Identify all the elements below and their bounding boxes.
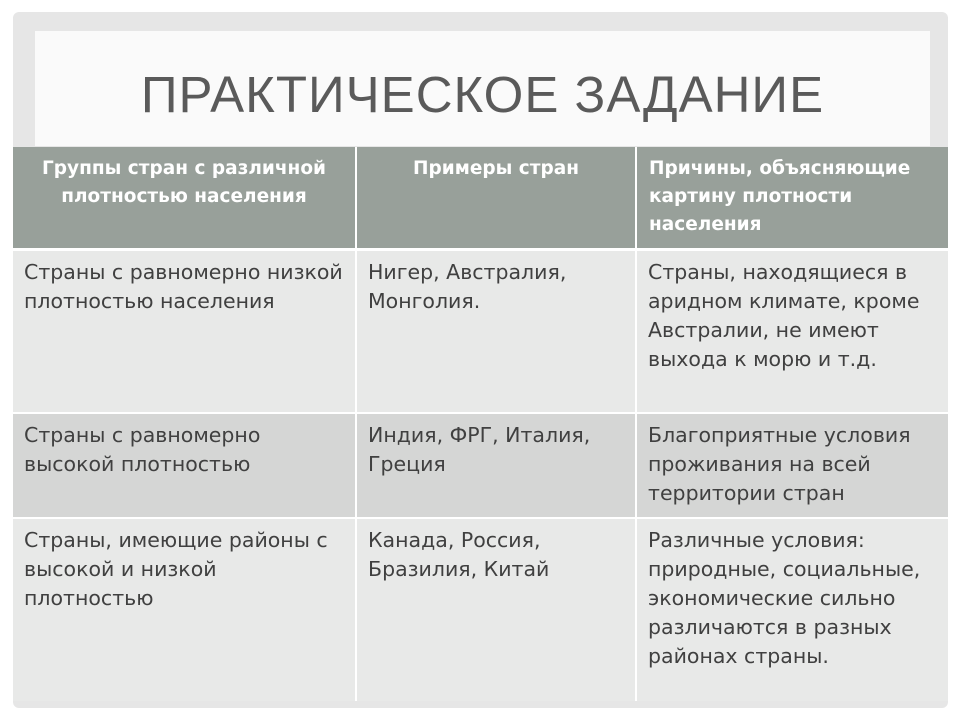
table-cell-examples: Индия, ФРГ, Италия, Греция (356, 413, 636, 518)
table-cell-group: Страны с равномерно высокой плотностью (13, 413, 356, 518)
table-cell-examples: Канада, Россия, Бразилия, Китай (356, 518, 636, 701)
table-cell-reasons: Различные условия: природные, социальные, экономические сильно различаются в разных районах страны. (636, 518, 948, 701)
table-cell-examples: Нигер, Австралия, Монголия. (356, 249, 636, 413)
table-row (13, 518, 948, 701)
table-header-row (13, 147, 948, 249)
header-country-groups: Группы стран с различной плотностью населения (13, 147, 356, 249)
population-density-table (13, 147, 948, 701)
table-cell-group: Страны, имеющие районы с высокой и низкой плотностью (13, 518, 356, 701)
table-row (13, 413, 948, 518)
table-cell-reasons: Благоприятные условия проживания на всей территории стран (636, 413, 948, 518)
table-row (13, 249, 948, 413)
table-cell-group: Страны с равномерно низкой плотностью населения (13, 249, 356, 413)
header-reasons: Причины, объясняющие картину плотности населения (636, 147, 948, 249)
header-country-examples: Примеры стран (356, 147, 636, 249)
table-cell-reasons: Страны, находящиеся в аридном климате, кроме Австралии, не имеют выхода к морю и т.д. (636, 249, 948, 413)
slide-title: ПРАКТИЧЕСКОЕ ЗАДАНИЕ (140, 66, 825, 123)
